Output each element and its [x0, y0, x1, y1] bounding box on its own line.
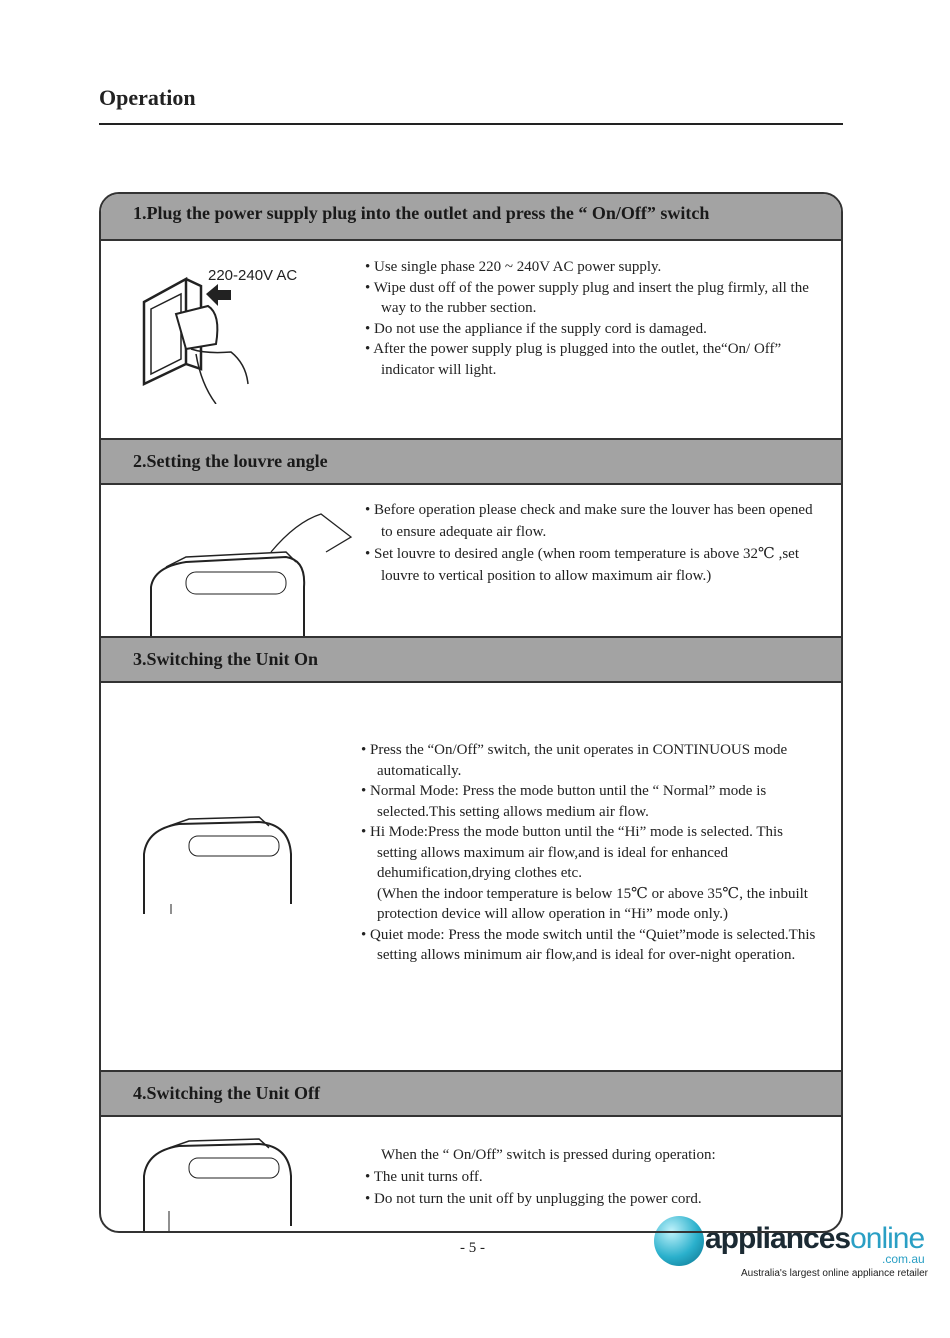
title-rule — [99, 123, 843, 125]
bullet: • Press the “On/Off” switch, the unit operates in CONTINUOUS mode automatically. — [361, 740, 821, 781]
brand-b: online — [850, 1222, 925, 1255]
page-number: - 5 - — [460, 1240, 485, 1256]
bullet: • Do not use the appliance if the supply cord is damaged. — [365, 319, 825, 340]
brand-a: appliances — [705, 1222, 851, 1255]
section-3-heading: 3.Switching the Unit On — [101, 636, 841, 683]
section-2-text — [365, 499, 825, 587]
bullet: • Quiet mode: Press the mode switch until the “Quiet”mode is selected.This setting allows minimum air flow,and is ideal for over-night operation. — [361, 925, 821, 966]
operation-box — [99, 192, 843, 1233]
bullet: • Hi Mode:Press the mode button until the “Hi” mode is selected. This setting allows maximum air flow,and is ideal for enhanced dehumification,drying clothes etc. — [361, 822, 821, 884]
note: (When the indoor temperature is below 15℃ or above 35℃, the inbuilt protection device will allow operation in “Hi” mode only.) — [377, 885, 808, 922]
bullet: • Use single phase 220 ~ 240V AC power supply. — [365, 257, 825, 278]
intro: When the “ On/Off” switch is pressed during operation: — [381, 1147, 716, 1163]
section-4-text — [365, 1144, 825, 1210]
voltage-label: 220-240V AC — [208, 267, 298, 284]
bullet: • Do not turn the unit off by unplugging the power cord. — [365, 1188, 825, 1210]
section-1-text — [365, 257, 825, 380]
section-1-heading: 1.Plug the power supply plug into the outlet and press the “ On/Off” switch — [101, 192, 841, 241]
bullet: • Normal Mode: Press the mode button until the “ Normal” mode is selected.This setting allows medium air flow. — [361, 781, 821, 822]
plug-illustration — [136, 254, 316, 404]
bullet: • Set louvre to desired angle (when room temperature is above 32℃ ,set louvre to vertical position to allow maximum air flow.) — [365, 543, 825, 587]
bullet: • After the power supply plug is plugged into the outlet, the“On/ Off” indicator will light. — [365, 339, 825, 380]
brand-tagline: Australia's largest online appliance retailer — [741, 1268, 929, 1279]
louvre-illustration — [146, 512, 356, 637]
unit-off-illustration — [139, 1136, 309, 1231]
section-3-text — [361, 740, 821, 966]
unit-on-illustration — [139, 814, 309, 914]
page-title: Operation — [99, 85, 196, 110]
bullet: • Before operation please check and make sure the louver has been opened to ensure adequate air flow. — [365, 499, 825, 543]
bullet: • Wipe dust off of the power supply plug and insert the plug firmly, all the way to the rubber section. — [365, 278, 825, 319]
section-4-heading: 4.Switching the Unit Off — [101, 1070, 841, 1117]
section-2-heading: 2.Setting the louvre angle — [101, 438, 841, 485]
brand-domain: .com.au — [882, 1252, 925, 1266]
bullet: • The unit turns off. — [365, 1166, 825, 1188]
